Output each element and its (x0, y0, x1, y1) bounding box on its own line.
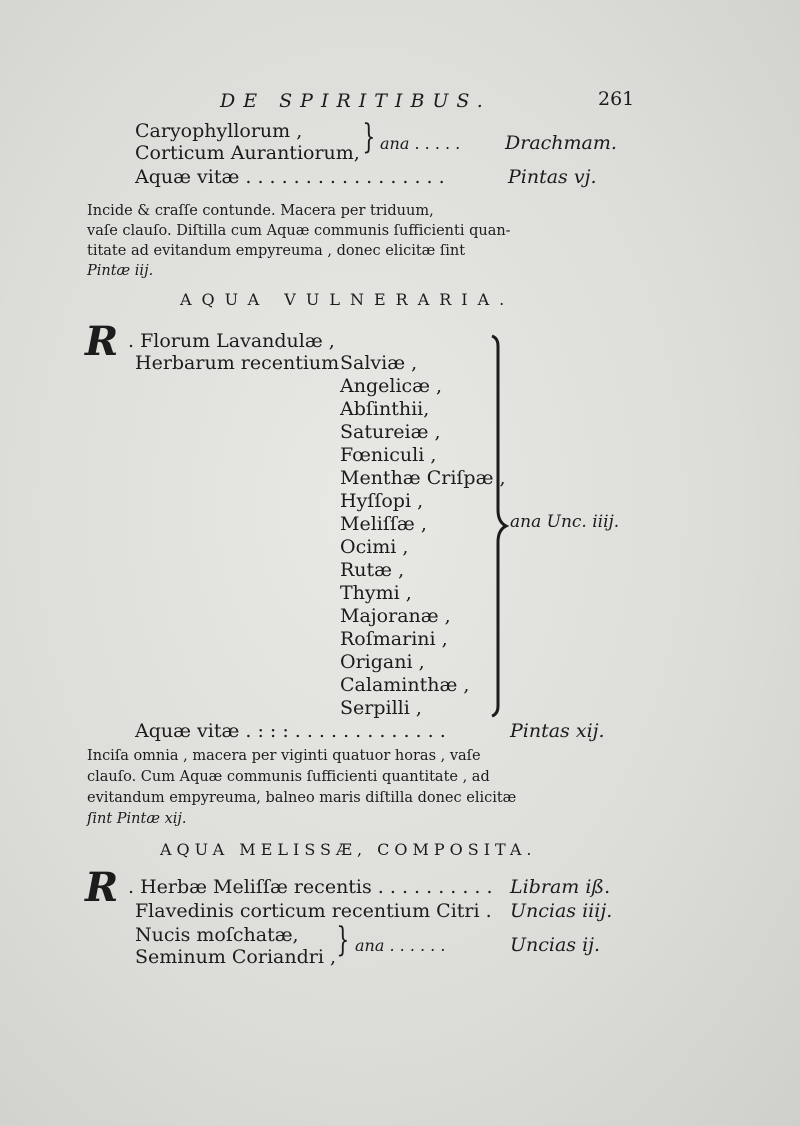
herb-item: Menthæ Criſpæ , (340, 467, 506, 489)
herb-item: Abſinthii, (340, 398, 430, 420)
large-brace-icon (486, 332, 510, 720)
amount: Uncias ij. (510, 934, 601, 956)
ana-label: ana . . . . . . (355, 936, 446, 955)
ingredient-line: . Herbæ Meliſſæ recentis . . . . . . . . . . (128, 876, 493, 898)
section-heading: AQUA VULNERARIA. (180, 290, 515, 309)
instruction-line: Incide & craſſe contunde. Macera per triduum, (87, 203, 434, 219)
herb-item: Calaminthæ , (340, 674, 470, 696)
herb-item: Fœniculi , (340, 444, 437, 466)
herb-item: Satureiæ , (340, 421, 441, 443)
section-heading: AQUA MELISSÆ, COMPOSITA. (160, 840, 537, 859)
ingredient-line: Aquæ vitæ . : : : . . . . . . . . . . . . . (135, 720, 446, 742)
amount: Drachmam. (505, 132, 617, 154)
ingredient-line: Aquæ vitæ . . . . . . . . . . . . . . . . . (135, 166, 445, 188)
ingredient-line: Flavedinis corticum recentium Citri . (135, 900, 492, 922)
instruction-line: Pintæ iij. (87, 263, 154, 279)
amount: Pintas vj. (508, 166, 597, 188)
amount: Pintas xij. (510, 720, 605, 742)
ingredient-line: Nucis moſchatæ, (135, 924, 299, 946)
instruction-line: evitandum empyreuma, balneo maris diſtilla donec elicitæ (87, 790, 517, 806)
herb-item: Hyſſopi , (340, 490, 424, 512)
herb-item: Serpilli , (340, 697, 422, 719)
herb-item: Origani , (340, 651, 425, 673)
instruction-line: titate ad evitandum empyreuma , donec elicitæ ſint (87, 243, 466, 259)
ingredient-line: Herbarum recentium (135, 352, 340, 374)
amount: Libram iß. (510, 876, 611, 898)
page-number: 261 (598, 88, 635, 110)
recipe-symbol: R (85, 318, 119, 365)
herb-item: Majoranæ , (340, 605, 451, 627)
ingredient-line: Corticum Aurantiorum, (135, 142, 360, 164)
herb-item: Thymi , (340, 582, 412, 604)
herb-item: Angelicæ , (340, 375, 443, 397)
herb-item: Ocimi , (340, 536, 409, 558)
amount: ana Unc. iiij. (510, 512, 620, 532)
ingredient-line: . Florum Lavandulæ , (128, 330, 335, 352)
brace-icon: } (336, 920, 350, 960)
ingredient-line: Seminum Coriandri , (135, 946, 336, 968)
instruction-line: ſint Pintæ xij. (87, 811, 187, 827)
instruction-line: Inciſa omnia , macera per viginti quatuor horas , vaſe (87, 748, 481, 764)
instruction-line: clauſo. Cum Aquæ communis ſufficienti quantitate , ad (87, 769, 490, 785)
herb-item: Roſmarini , (340, 628, 448, 650)
instruction-line: vaſe clauſo. Diſtilla cum Aquæ communis ſufficienti quan- (87, 223, 511, 239)
herb-item: Rutæ , (340, 559, 405, 581)
amount: Uncias iiij. (510, 900, 613, 922)
running-header: DE SPIRITIBUS. (220, 90, 491, 112)
brace-icon: } (362, 117, 376, 157)
ana-label: ana . . . . . (380, 134, 461, 153)
herb-item: Meliſſæ , (340, 513, 427, 535)
recipe-symbol: R (85, 864, 119, 911)
ingredient-line: Caryophyllorum , (135, 120, 303, 142)
herb-item: Salviæ , (340, 352, 418, 374)
